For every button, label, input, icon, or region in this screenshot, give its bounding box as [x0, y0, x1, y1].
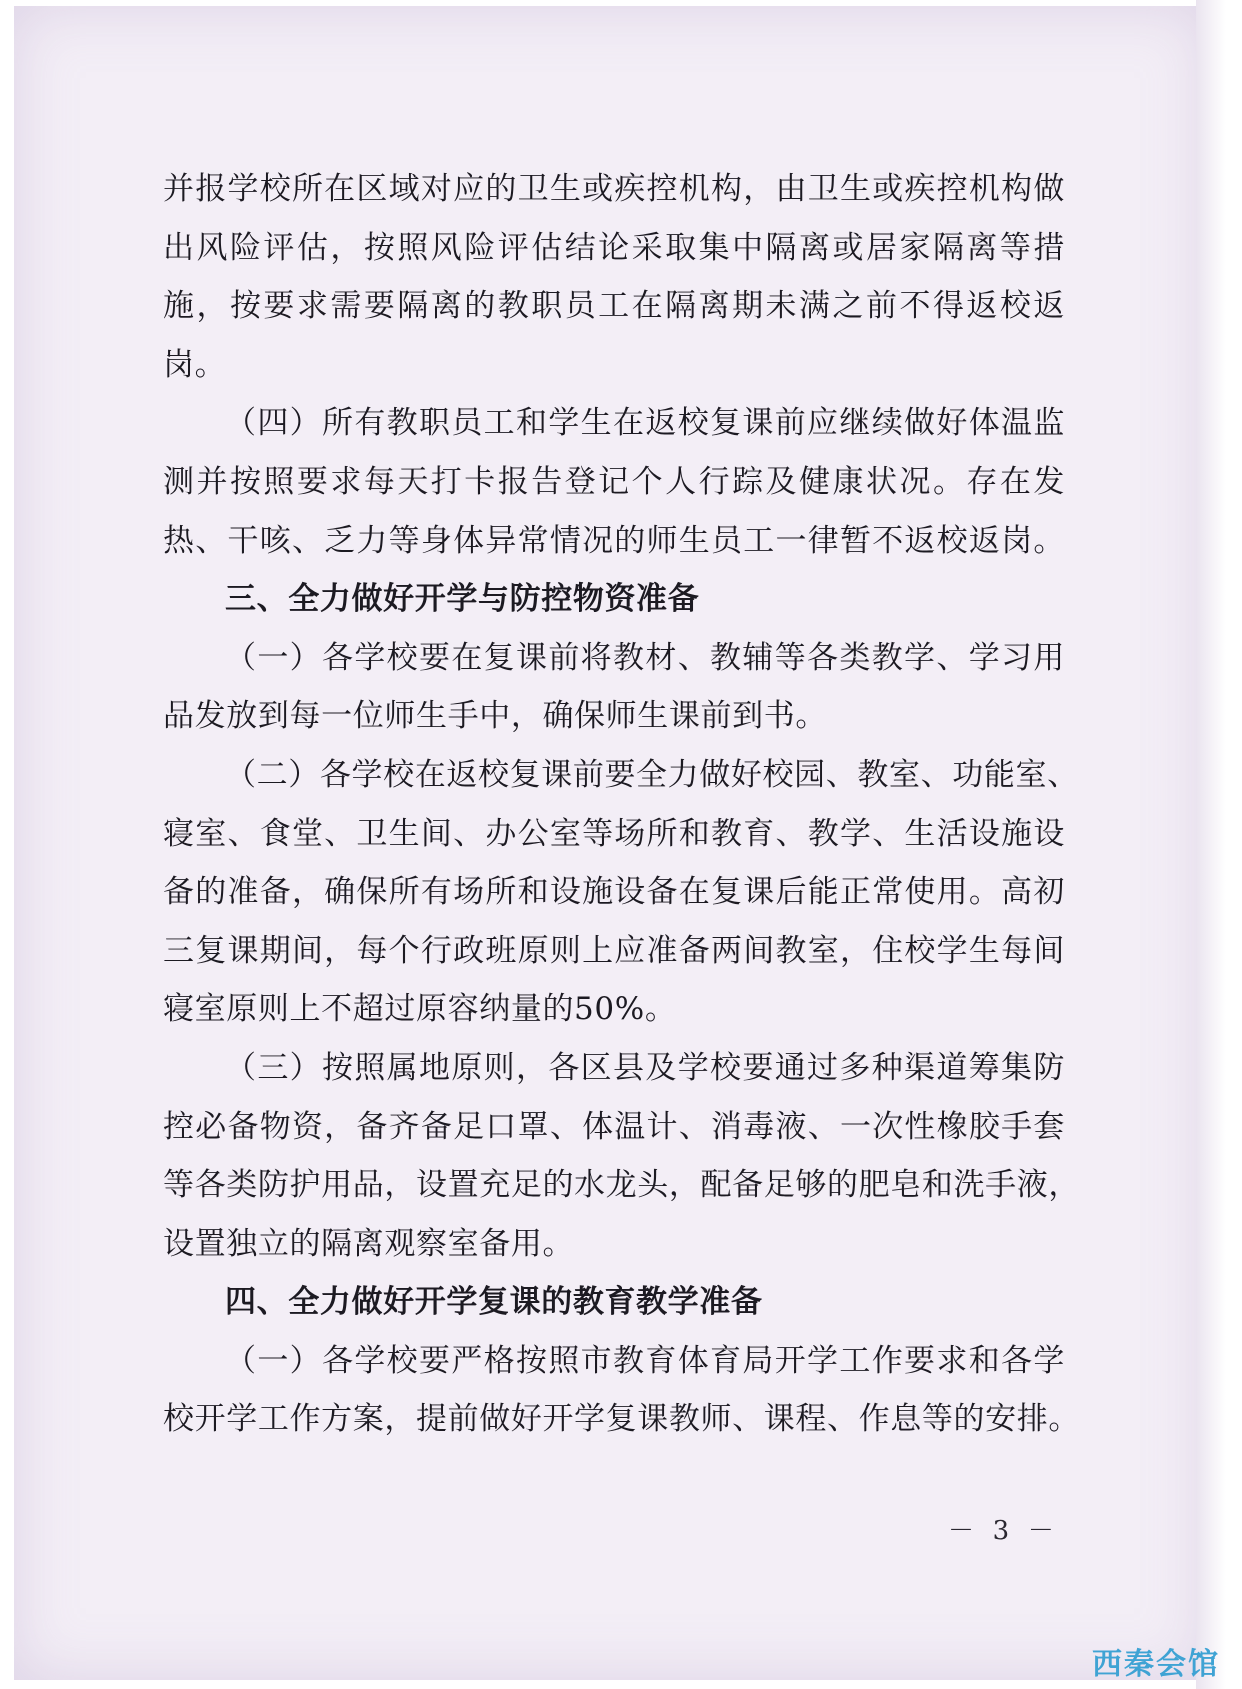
body-line: 设置独立的隔离观察室备用。: [163, 1225, 575, 1262]
body-line: 三复课期间，每个行政班原则上应准备两间教室，住校学生每间: [163, 932, 1065, 969]
body-line: 寝室原则上不超过原容纳量的50%。: [163, 991, 677, 1028]
section-heading-3: 三、全力做好开学与防控物资准备: [225, 581, 700, 618]
scan-edge: [1196, 0, 1226, 1689]
body-line: 品发放到每一位师生手中，确保师生课前到书。: [163, 698, 828, 735]
body-line: 并报学校所在区域对应的卫生或疾控机构，由卫生或疾控机构做: [163, 171, 1065, 207]
body-line: 施，按要求需要隔离的教职员工在隔离期未满之前不得返校返: [163, 288, 1065, 325]
body-line: 控必备物资，备齐备足口罩、体温计、消毒液、一次性橡胶手套: [163, 1108, 1065, 1145]
body-line: （三）按照属地原则，各区县及学校要通过多种渠道筹集防: [225, 1049, 1065, 1086]
document-body: [163, 160, 1080, 1449]
body-line: 岗。: [163, 346, 227, 383]
body-line: 寝室、食堂、卫生间、办公室等场所和教育、教学、生活设施设: [163, 815, 1065, 852]
watermark-logo: 西秦会馆: [1092, 1647, 1220, 1682]
body-line: 热、干咳、乏力等身体异常情况的师生员工一律暂不返校返岗。: [163, 522, 1065, 559]
body-line: 校开学工作方案，提前做好开学复课教师、课程、作息等的安排。: [163, 1401, 1080, 1438]
body-line: 等各类防护用品，设置充足的水龙头，配备足够的肥皂和洗手液，: [163, 1167, 1080, 1204]
body-line: （四）所有教职员工和学生在返校复课前应继续做好体温监: [225, 405, 1065, 442]
body-line: （一）各学校要在复课前将教材、教辅等各类教学、学习用: [225, 639, 1065, 676]
body-line: 出风险评估，按照风险评估结论采取集中隔离或居家隔离等措: [163, 229, 1065, 266]
section-heading-4: 四、全力做好开学复课的教育教学准备: [225, 1284, 763, 1321]
body-line: 测并按照要求每天打卡报告登记个人行踪及健康状况。存在发: [163, 463, 1065, 500]
body-line: 备的准备，确保所有场所和设施设备在复课后能正常使用。高初: [163, 874, 1065, 911]
body-line: （二）各学校在返校复课前要全力做好校园、教室、功能室、: [225, 756, 1079, 793]
body-line: （一）各学校要严格按照市教育体育局开学工作要求和各学: [225, 1342, 1065, 1379]
page-number: － 3 －: [948, 1516, 1060, 1546]
